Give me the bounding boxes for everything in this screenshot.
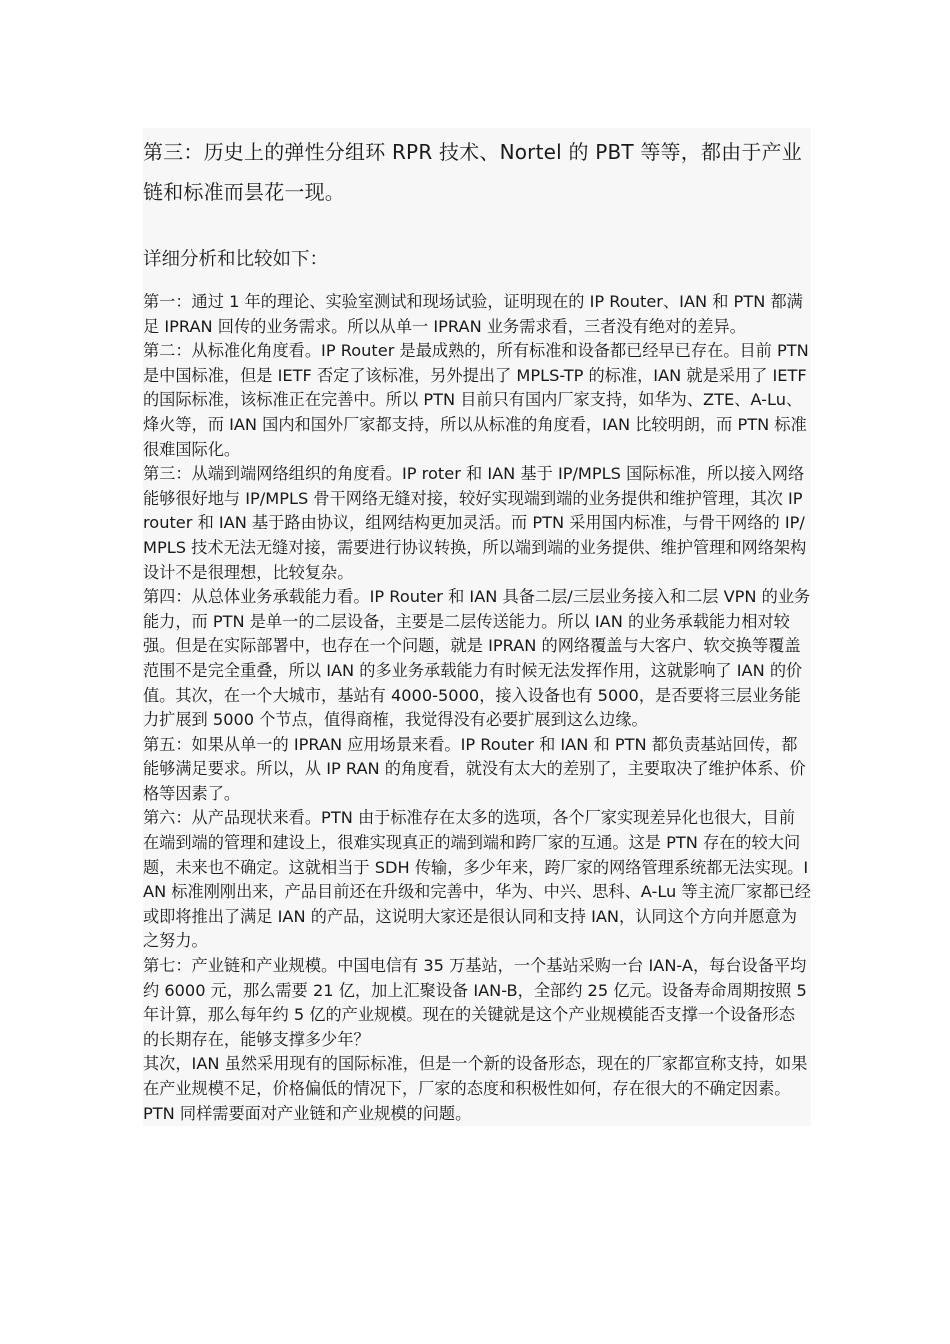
paragraph-second: 第二：从标准化角度看。IP Router 是最成熟的，所有标准和设备都已经早已存在。目前 PTN 是中国标准，但是 IETF 否定了该标准，另外提出了 MPLS-TP 的标准，IAN 就是采用了 IETF 的国际标准，该标准正在完善中。所以 PTN 目前只有国内厂家支持，如华为、ZTE、A-Lu、烽火等，而 IAN 国内和国外厂家都支持，所以从标准的角度看，IAN 比较明朗，而 PTN 标准很难国际化。 bbox=[143, 341, 814, 459]
paragraph-sixth: 第六：从产品现状来看。PTN 由于标准存在太多的选项，各个厂家实现差异化也很大，目前在端到端的管理和建设上，很难实现真正的端到端和跨厂家的互通。这是 PTN 存在的较大问题，未来也不确定。这就相当于 SDH 传输，多少年来，跨厂家的网络管理系统都无法实现。IAN 标准刚刚出来，产品目前还在升级和完善中，华为、中兴、思科、A-Lu 等主流厂家都已经或即将推出了满足 IAN 的产品，这说明大家还是很认同和支持 IAN，认同这个方向并愿意为之努力。 bbox=[143, 808, 811, 951]
paragraph-fourth: 第四：从总体业务承载能力看。IP Router 和 IAN 具备二层/三层业务接入和二层 VPN 的业务能力，而 PTN 是单一的二层设备，主要是二层传送能力。所以 IAN 的业务承载能力相对较强。但是在实际部署中，也存在一个问题，就是 IPRAN 的网络覆盖与大客户、软交换等覆盖范围不是完全重叠，所以 IAN 的多业务承载能力有时候无法发挥作用，这就影响了 IAN 的价值。其次，在一个大城市，基站有 4000-5000，接入设备也有 5000，是否要将三层业务能力扩展到 5000 个节点，值得商榷，我觉得没有必要扩展到这么边缘。 bbox=[143, 587, 811, 730]
paragraph-seventh: 第七：产业链和产业规模。中国电信有 35 万基站，一个基站采购一台 IAN-A，每台设备平均约 6000 元，那么需要 21 亿，加上汇聚设备 IAN-B，全部约 25 亿元。设备寿命周期按照 5 年计算，那么每年约 5 亿的产业规模。现在的关键就是这个产业规模能否支撑一个设备形态的长期存在，能够支撑多少年？ bbox=[143, 956, 812, 1049]
analysis-subheading: 详细分析和比较如下： bbox=[143, 249, 329, 270]
paragraph-fifth: 第五：如果从单一的 IPRAN 应用场景来看。IP Router 和 IAN 和 PTN 都负责基站回传，都能够满足要求。所以，从 IP RAN 的角度看，就没有太大的差别了，主要取决了维护体系、价格等因素了。 bbox=[143, 734, 806, 803]
section-heading: 第三：历史上的弹性分组环 RPR 技术、Nortel 的 PBT 等等，都由于产业链和标准而昙花一现。 bbox=[143, 140, 802, 204]
paragraph-first: 第一：通过 1 年的理论、实验室测试和现场试验，证明现在的 IP Router、IAN 和 PTN 都满足 IPRAN 回传的业务需求。所以从单一 IPRAN 业务需求看，三者没有绝对的差异。 bbox=[143, 292, 803, 336]
paragraph-third: 第三：从端到端网络组织的角度看。IP roter 和 IAN 基于 IP/MPLS 国际标准，所以接入网络能够很好地与 IP/MPLS 骨干网络无缝对接，较好实现端到端的业务提供和维护管理，其次 IP router 和 IAN 基于路由协议，组网结构更加灵活。而 PTN 采用国内标准，与骨干网络的 IP/MPLS 技术无法无缝对接，需要进行协议转换，所以端到端的业务提供、维护管理和网络架构设计不是很理想，比较复杂。 bbox=[143, 464, 808, 582]
body-text bbox=[143, 290, 832, 1126]
paragraph-secondly: 其次，IAN 虽然采用现有的国际标准，但是一个新的设备形态，现在的厂家都宣称支持，如果在产业规模不足，价格偏低的情况下，厂家的态度和积极性如何，存在很大的不确定因素。 PTN 同样需要面对产业链和产业规模的问题。 bbox=[143, 1054, 832, 1123]
spacer bbox=[143, 212, 811, 246]
document-content bbox=[143, 128, 832, 1126]
spacer bbox=[143, 274, 811, 290]
